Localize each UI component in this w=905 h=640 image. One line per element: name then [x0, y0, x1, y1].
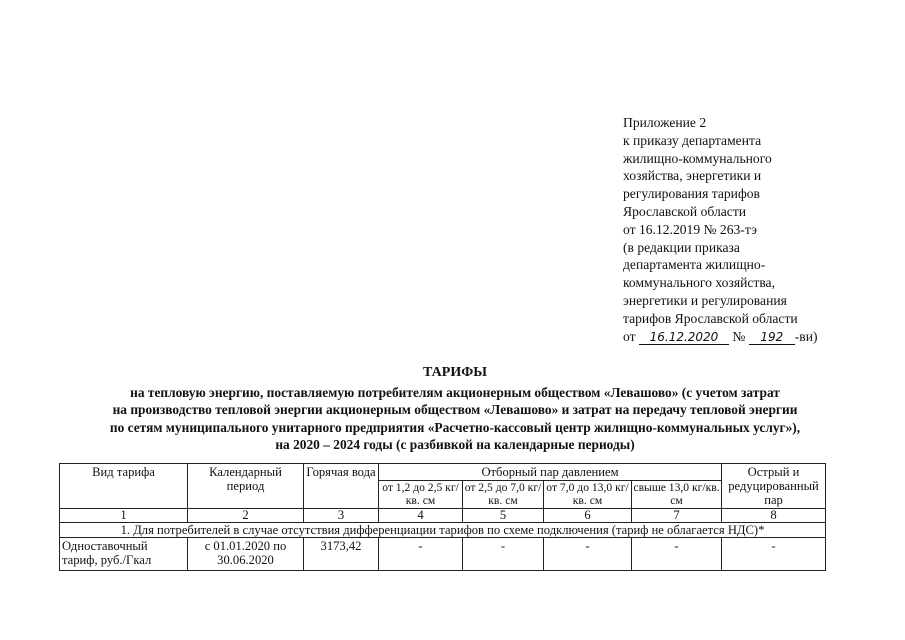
column-number: 6 [544, 509, 632, 523]
appendix-line: к приказу департамента [623, 132, 762, 148]
appendix-prefix: от [623, 328, 636, 344]
cell-period: с 01.01.2020 по 30.06.2020 [188, 538, 304, 571]
column-numbers-row [60, 509, 826, 523]
column-number: 2 [188, 509, 304, 523]
cell-sharp-steam: - [722, 538, 826, 571]
column-number: 4 [379, 509, 463, 523]
header-steam-1: от 1,2 до 2,5 кг/кв. см [379, 481, 463, 509]
handwritten-date: 16.12.2020 [639, 330, 729, 345]
column-number: 7 [632, 509, 722, 523]
header-period: Календарный период [188, 464, 304, 509]
appendix-block [623, 114, 883, 345]
appendix-line: (в редакции приказа [623, 239, 740, 255]
column-number: 3 [304, 509, 379, 523]
header-steam-group: Отборный пар давлением [379, 464, 722, 481]
cell-steam-3: - [544, 538, 632, 571]
title-line: на производство тепловой энергии акционерным обществом «Левашово» и затрат на передачу тепловой энергии [112, 402, 798, 417]
section-heading: 1. Для потребителей в случае отсутствия дифференциации тарифов по схеме подключения (тариф не облагается НДС)* [60, 523, 826, 538]
document-title [40, 364, 870, 454]
column-number: 1 [60, 509, 188, 523]
appendix-line: коммунального хозяйства, [623, 275, 775, 291]
title-line: на 2020 – 2024 годы (с разбивкой на календарные периоды) [275, 437, 635, 452]
appendix-line: жилищно-коммунального [623, 150, 772, 166]
appendix-line: регулирования тарифов [623, 186, 760, 202]
appendix-line: тарифов Ярославской области [623, 310, 798, 326]
column-number: 5 [463, 509, 544, 523]
title-line: на тепловую энергию, поставляемую потребителям акционерным обществом «Левашово» (с учетом затрат [130, 384, 780, 400]
table-row [60, 538, 826, 571]
header-row [60, 464, 826, 481]
column-number: 8 [722, 509, 826, 523]
cell-steam-2: - [463, 538, 544, 571]
appendix-line: от 16.12.2019 № 263-тэ [623, 221, 757, 237]
appendix-line: Ярославской области [623, 203, 747, 219]
section-row [60, 523, 826, 538]
tariffs-table [59, 463, 826, 571]
appendix-suffix: -ви) [794, 328, 818, 344]
cell-steam-1: - [379, 538, 463, 571]
header-steam-4: свыше 13,0 кг/кв. см [633, 481, 720, 508]
handwritten-number: 192 [749, 330, 795, 345]
header-steam-3: от 7,0 до 13,0 кг/кв. см [544, 481, 632, 509]
appendix-line: Приложение 2 [623, 115, 707, 130]
header-hot-water: Горячая вода [304, 464, 379, 509]
header-sharp-steam: Острый и редуцированный пар [722, 464, 826, 509]
title-line: по сетям муниципального унитарного предприятия «Расчетно-кассовый центр жилищно-коммунальных услуг»), [109, 419, 801, 435]
appendix-last-line [623, 328, 883, 346]
appendix-line: департамента жилищно- [623, 257, 766, 273]
header-steam-2: от 2,5 до 7,0 кг/кв. см [463, 481, 544, 509]
cell-hot-water: 3173,42 [304, 538, 379, 571]
title-main: ТАРИФЫ [423, 365, 487, 380]
number-sign: № [732, 328, 746, 344]
appendix-line: энергетики и регулирования [623, 292, 787, 308]
cell-steam-4: - [632, 538, 722, 571]
cell-tariff-type: Одноставочный тариф, руб./Гкал [60, 538, 188, 571]
appendix-line: хозяйства, энергетики и [623, 168, 762, 184]
header-tariff-type: Вид тарифа [60, 464, 188, 509]
